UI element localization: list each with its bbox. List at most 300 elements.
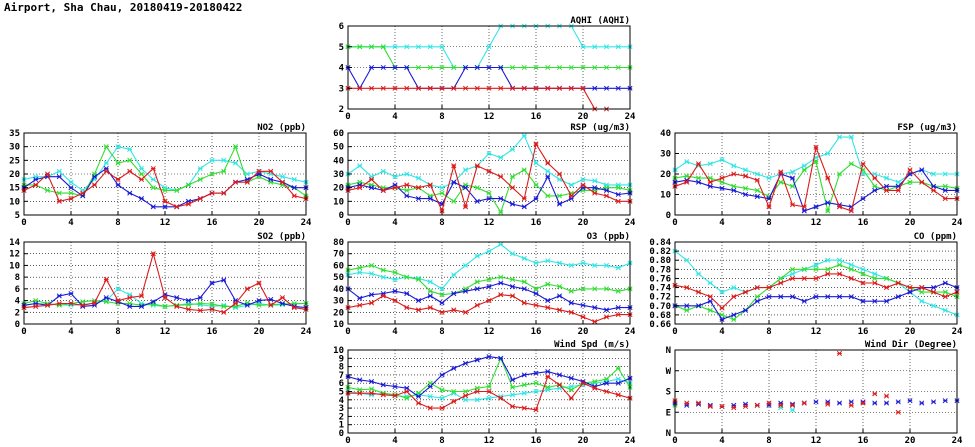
data-point <box>369 86 373 90</box>
data-point <box>522 383 526 387</box>
y-tick-label: 40 <box>333 156 344 167</box>
data-point <box>802 276 806 280</box>
data-point <box>522 280 526 284</box>
data-point <box>463 185 467 189</box>
data-point <box>732 294 736 298</box>
data-point <box>884 188 888 192</box>
data-point <box>896 294 900 298</box>
data-point <box>849 294 853 298</box>
y-tick-label: 0.70 <box>649 301 671 312</box>
chart-title: RSP (ug/m3) <box>570 123 630 133</box>
data-point <box>139 177 143 181</box>
x-tick-label: 4 <box>68 218 74 228</box>
data-point <box>198 196 202 200</box>
x-tick-label: 12 <box>159 327 171 337</box>
series-green <box>346 263 632 297</box>
data-point <box>616 312 620 316</box>
y-tick-label: 10 <box>9 261 20 272</box>
data-point <box>393 185 397 189</box>
data-point <box>358 185 362 189</box>
data-point <box>534 196 538 200</box>
x-tick-label: 8 <box>439 327 445 337</box>
data-point <box>428 406 432 410</box>
x-tick-label: 16 <box>857 218 869 228</box>
data-point <box>802 401 806 405</box>
series-red <box>346 86 609 111</box>
data-point <box>475 254 479 258</box>
data-point <box>269 177 273 181</box>
data-point <box>802 299 806 303</box>
series-red <box>673 351 901 414</box>
y-tick-label: 20 <box>333 183 344 194</box>
data-point <box>522 391 526 395</box>
data-point <box>720 176 724 180</box>
data-point <box>743 308 747 312</box>
y-tick-label: 80 <box>333 238 344 248</box>
x-tick-label: 24 <box>951 327 963 337</box>
chart-fsp <box>660 123 963 228</box>
x-tick-label: 20 <box>904 436 916 446</box>
data-point <box>522 134 526 138</box>
data-point <box>896 188 900 192</box>
data-point <box>463 393 467 397</box>
chart-aqhi <box>339 16 636 122</box>
data-point <box>358 45 362 49</box>
data-point <box>104 277 108 281</box>
data-point <box>499 155 503 159</box>
data-point <box>381 275 385 279</box>
data-point <box>487 196 491 200</box>
data-point <box>222 278 226 282</box>
chart-title: FSP (ug/m3) <box>897 123 957 133</box>
data-point <box>743 186 747 190</box>
data-point <box>569 388 573 392</box>
data-point <box>139 196 143 200</box>
data-point <box>416 308 420 312</box>
data-point <box>873 299 877 303</box>
data-point <box>837 263 841 267</box>
data-point <box>790 267 794 271</box>
data-point <box>546 169 550 173</box>
data-point <box>743 404 747 408</box>
data-point <box>696 180 700 184</box>
data-point <box>569 289 573 293</box>
data-point <box>393 45 397 49</box>
x-tick-label: 20 <box>904 327 916 337</box>
data-point <box>440 45 444 49</box>
data-point <box>826 151 830 155</box>
y-tick-label: 4 <box>338 395 344 406</box>
data-point <box>708 281 712 285</box>
chart-o3 <box>333 232 636 337</box>
data-point <box>943 281 947 285</box>
data-point <box>405 305 409 309</box>
x-tick-label: 0 <box>345 218 351 228</box>
data-point <box>475 86 479 90</box>
data-point <box>416 298 420 302</box>
chart-title: O3 (ppb) <box>586 232 630 242</box>
x-tick-label: 8 <box>439 218 445 228</box>
data-point <box>186 298 190 302</box>
data-point <box>884 285 888 289</box>
data-point <box>440 301 444 305</box>
data-point <box>767 285 771 289</box>
data-point <box>358 378 362 382</box>
data-point <box>104 295 108 299</box>
data-point <box>269 169 273 173</box>
data-point <box>685 308 689 312</box>
data-point <box>522 86 526 90</box>
data-point <box>732 403 736 407</box>
x-tick-label: 8 <box>766 327 772 337</box>
data-point <box>790 294 794 298</box>
data-point <box>943 184 947 188</box>
data-point <box>358 303 362 307</box>
y-tick-label: 0 <box>14 320 20 330</box>
x-tick-label: 4 <box>392 327 398 337</box>
data-point <box>557 261 561 265</box>
data-point <box>779 401 783 405</box>
data-point <box>755 299 759 303</box>
data-point <box>604 389 608 393</box>
data-point <box>720 157 724 161</box>
data-point <box>34 304 38 308</box>
data-point <box>557 202 561 206</box>
data-point <box>269 303 273 307</box>
data-point <box>452 65 456 69</box>
data-point <box>452 199 456 203</box>
data-point <box>790 272 794 276</box>
x-tick-label: 12 <box>483 218 495 228</box>
x-tick-label: 16 <box>206 327 218 337</box>
data-point <box>884 176 888 180</box>
data-point <box>920 285 924 289</box>
data-point <box>557 65 561 69</box>
data-point <box>522 373 526 377</box>
data-point <box>128 304 132 308</box>
data-point <box>440 373 444 377</box>
data-point <box>280 175 284 179</box>
y-tick-label: 30 <box>333 296 344 307</box>
data-point <box>34 177 38 181</box>
data-point <box>837 401 841 405</box>
chart-so2 <box>9 232 312 337</box>
data-point <box>873 392 877 396</box>
y-tick-label: 30 <box>9 142 20 153</box>
data-point <box>593 191 597 195</box>
y-tick-label: 30 <box>333 170 344 180</box>
data-point <box>198 308 202 312</box>
x-tick-label: 0 <box>345 112 351 122</box>
series-line <box>348 47 630 68</box>
data-point <box>292 185 296 189</box>
data-point <box>45 172 49 176</box>
data-point <box>708 162 712 166</box>
data-point <box>581 183 585 187</box>
data-point <box>743 192 747 196</box>
data-point <box>743 168 747 172</box>
x-tick-label: 0 <box>21 327 27 337</box>
data-point <box>546 86 550 90</box>
data-point <box>452 308 456 312</box>
data-point <box>708 294 712 298</box>
data-point <box>873 176 877 180</box>
data-point <box>604 377 608 381</box>
data-point <box>814 267 818 271</box>
data-point <box>557 308 561 312</box>
data-point <box>151 177 155 181</box>
x-tick-label: 16 <box>857 327 869 337</box>
data-point <box>475 185 479 189</box>
x-tick-label: 8 <box>766 436 772 446</box>
data-point <box>522 65 526 69</box>
data-point <box>245 303 249 307</box>
data-point <box>616 266 620 270</box>
data-point <box>569 310 573 314</box>
data-point <box>487 191 491 195</box>
data-point <box>128 191 132 195</box>
data-point <box>861 267 865 271</box>
data-point <box>499 293 503 297</box>
x-tick-label: 24 <box>624 327 636 337</box>
data-point <box>534 381 538 385</box>
data-point <box>616 289 620 293</box>
chart-wspd <box>333 339 636 446</box>
chart-title: Wind Spd (m/s) <box>554 340 630 350</box>
data-point <box>452 180 456 184</box>
data-point <box>522 256 526 260</box>
y-tick-label: S <box>665 387 671 398</box>
data-point <box>522 301 526 305</box>
data-point <box>151 185 155 189</box>
data-point <box>210 158 214 162</box>
y-tick-label: 8 <box>338 362 344 373</box>
data-point <box>569 194 573 198</box>
y-tick-label: 0.74 <box>649 283 671 294</box>
data-point <box>499 175 503 179</box>
data-point <box>522 205 526 209</box>
data-point <box>534 161 538 165</box>
data-point <box>920 290 924 294</box>
data-point <box>475 280 479 284</box>
data-point <box>708 180 712 184</box>
data-point <box>593 86 597 90</box>
data-point <box>69 180 73 184</box>
data-point <box>779 403 783 407</box>
y-tick-label: 12 <box>9 249 20 260</box>
data-point <box>943 294 947 298</box>
y-tick-label: 7 <box>338 370 344 381</box>
data-point <box>510 385 514 389</box>
y-tick-label: 0.80 <box>649 256 671 267</box>
data-point <box>826 267 830 271</box>
data-point <box>269 297 273 301</box>
data-point <box>245 172 249 176</box>
data-point <box>732 184 736 188</box>
data-point <box>814 294 818 298</box>
x-tick-label: 16 <box>530 218 542 228</box>
data-point <box>198 166 202 170</box>
data-point <box>369 387 373 391</box>
data-point <box>245 287 249 291</box>
y-tick-label: 40 <box>333 284 344 295</box>
y-tick-label: 60 <box>333 129 344 139</box>
data-point <box>755 172 759 176</box>
data-point <box>69 191 73 195</box>
y-tick-label: 4 <box>338 63 344 74</box>
data-point <box>779 405 783 409</box>
data-point <box>931 172 935 176</box>
data-point <box>604 194 608 198</box>
data-point <box>233 301 237 305</box>
data-point <box>790 184 794 188</box>
data-point <box>69 291 73 295</box>
data-point <box>369 65 373 69</box>
data-point <box>475 398 479 402</box>
data-point <box>428 305 432 309</box>
data-point <box>416 196 420 200</box>
data-point <box>69 196 73 200</box>
data-point <box>393 270 397 274</box>
y-tick-label: 2 <box>338 105 344 115</box>
y-tick-label: 0.72 <box>649 292 671 303</box>
chart-title: SO2 (ppb) <box>257 232 306 242</box>
data-point <box>920 401 924 405</box>
y-tick-label: 0.68 <box>649 310 671 321</box>
page-title: Airport, Sha Chau, 20180419-20180422 <box>4 1 243 14</box>
data-point <box>743 402 747 406</box>
data-point <box>685 160 689 164</box>
x-tick-label: 0 <box>672 436 678 446</box>
data-point <box>908 399 912 403</box>
data-point <box>405 291 409 295</box>
y-tick-label: 0.82 <box>649 247 671 258</box>
data-point <box>790 276 794 280</box>
x-tick-label: 20 <box>577 218 589 228</box>
data-point <box>475 65 479 69</box>
data-point <box>499 275 503 279</box>
data-point <box>814 276 818 280</box>
data-point <box>57 169 61 173</box>
data-point <box>943 188 947 192</box>
x-tick-label: 4 <box>719 218 725 228</box>
y-tick-label: 6 <box>338 379 344 390</box>
x-tick-label: 4 <box>68 327 74 337</box>
series-green <box>673 263 959 322</box>
data-point <box>708 184 712 188</box>
data-point <box>358 164 362 168</box>
data-point <box>755 294 759 298</box>
y-tick-label: 1 <box>338 420 344 431</box>
data-point <box>720 186 724 190</box>
x-tick-label: 24 <box>300 327 312 337</box>
data-point <box>581 303 585 307</box>
data-point <box>92 301 96 305</box>
data-point <box>696 304 700 308</box>
data-point <box>826 258 830 262</box>
data-point <box>896 281 900 285</box>
data-point <box>92 183 96 187</box>
data-point <box>884 394 888 398</box>
data-point <box>685 174 689 178</box>
data-point <box>510 284 514 288</box>
data-point <box>405 188 409 192</box>
data-point <box>931 285 935 289</box>
data-point <box>452 273 456 277</box>
data-point <box>943 308 947 312</box>
x-tick-label: 4 <box>392 436 398 446</box>
y-tick-label: 15 <box>9 183 20 194</box>
chart-title: NO2 (ppb) <box>257 123 306 133</box>
data-point <box>604 315 608 319</box>
data-point <box>358 270 362 274</box>
x-tick-label: 16 <box>206 218 218 228</box>
data-point <box>557 294 561 298</box>
y-tick-label: 2 <box>14 308 20 319</box>
x-tick-label: 12 <box>483 436 495 446</box>
data-point <box>57 175 61 179</box>
y-tick-label: 2 <box>338 412 344 423</box>
data-point <box>510 202 514 206</box>
data-point <box>593 263 597 267</box>
data-point <box>463 389 467 393</box>
data-point <box>416 176 420 180</box>
data-point <box>405 183 409 187</box>
data-point <box>186 307 190 311</box>
data-point <box>499 86 503 90</box>
data-point <box>826 402 830 406</box>
data-point <box>616 377 620 381</box>
data-point <box>440 191 444 195</box>
y-tick-label: 8 <box>14 273 20 284</box>
data-point <box>732 317 736 321</box>
data-point <box>873 281 877 285</box>
data-point <box>708 299 712 303</box>
data-point <box>358 86 362 90</box>
data-point <box>685 258 689 262</box>
x-tick-label: 20 <box>253 327 265 337</box>
data-point <box>837 351 841 355</box>
data-point <box>884 299 888 303</box>
x-tick-label: 20 <box>253 218 265 228</box>
data-point <box>732 172 736 176</box>
data-point <box>510 86 514 90</box>
data-point <box>139 166 143 170</box>
data-point <box>837 272 841 276</box>
x-tick-label: 12 <box>483 112 495 122</box>
data-point <box>381 169 385 173</box>
data-point <box>393 384 397 388</box>
data-point <box>233 161 237 165</box>
x-tick-label: 12 <box>810 436 822 446</box>
y-tick-label: 0.76 <box>649 274 671 285</box>
data-point <box>369 263 373 267</box>
data-point <box>546 298 550 302</box>
data-point <box>381 188 385 192</box>
data-point <box>198 177 202 181</box>
data-point <box>416 45 420 49</box>
data-point <box>896 400 900 404</box>
data-point <box>616 199 620 203</box>
chart-title: CO (ppm) <box>913 232 957 242</box>
data-point <box>546 65 550 69</box>
chart-title: Wind Dir (Degree) <box>864 340 957 350</box>
data-point <box>581 261 585 265</box>
data-point <box>405 194 409 198</box>
data-point <box>69 185 73 189</box>
data-point <box>685 285 689 289</box>
data-point <box>534 183 538 187</box>
